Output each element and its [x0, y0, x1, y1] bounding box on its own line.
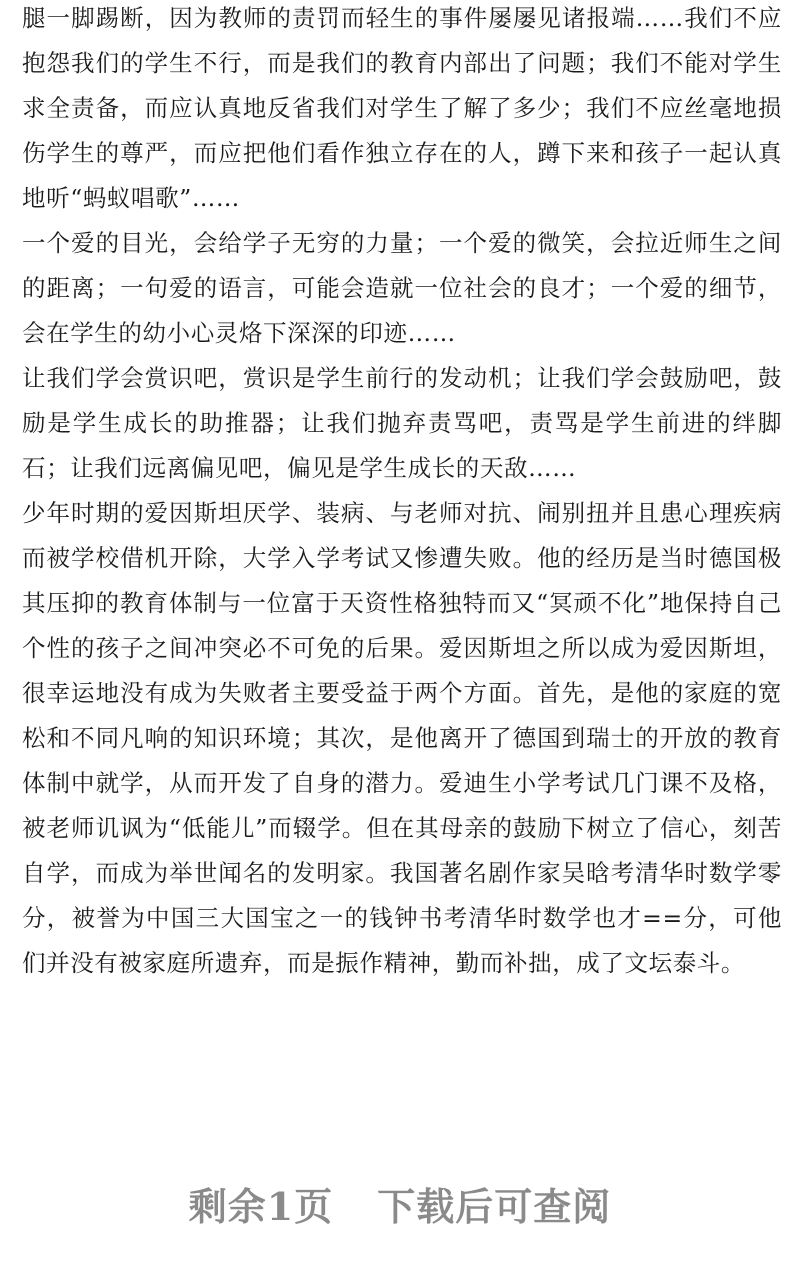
download-prompt-banner[interactable]: [0, 1176, 800, 1231]
paragraph-2: 一个爱的目光，会给学子无穷的力量；一个爱的微笑，会拉近师生之间的距离；一句爱的语言，可能会造就一位社会的良才；一个爱的细节，会在学生的幼小心灵烙下深深的印迹……: [22, 229, 782, 347]
document-body: [22, 0, 782, 986]
remaining-pages-label[interactable]: 剩余1页: [188, 1184, 334, 1229]
paragraph-4: 少年时期的爱因斯坦厌学、装病、与老师对抗、闹别扭并且患心理疾病而被学校借机开除，大学入学考试又惨遭失败。他的经历是当时德国极其压抑的教育体制与一位富于天资性格独特而又“冥顽不化”地保持自己个性的孩子之间冲突必不可免的后果。爱因斯坦之所以成为爱因斯坦，很幸运地没有成为失败者主要受益于两个方面。首先，是他的家庭的宽松和不同凡响的知识环境；其次，是他离开了德国到瑞士的开放的教育体制中就学，从而开发了自身的潜力。爱迪生小学考试几门课不及格，被老师讥讽为“低能儿”而辍学。但在其母亲的鼓励下树立了信心，刻苦自学，而成为举世闻名的发明家。我国著名剧作家吴晗考清华时数学零分，被誉为中国三大国宝之一的钱钟书考清华时数学也才==分，可他们并没有被家庭所遗弃，而是振作精神，勤而补拙，成了文坛泰斗。: [22, 499, 782, 977]
paragraph-3: 让我们学会赏识吧，赏识是学生前行的发动机；让我们学会鼓励吧，鼓励是学生成长的助推器；让我们抛弃责骂吧，责骂是学生前进的绊脚石；让我们远离偏见吧，偏见是学生成长的天敌……: [22, 364, 782, 482]
paragraph-1: 腿一脚踢断，因为教师的责罚而轻生的事件屡屡见诸报端……我们不应抱怨我们的学生不行，而是我们的教育内部出了问题；我们不能对学生求全责备，而应认真地反省我们对学生了解了多少；我们不应丝毫地损伤学生的尊严，而应把他们看作独立存在的人，蹲下来和孩子一起认真地听“蚂蚁唱歌”……: [22, 4, 782, 212]
download-to-view-label[interactable]: 下载后可查阅: [377, 1184, 612, 1229]
